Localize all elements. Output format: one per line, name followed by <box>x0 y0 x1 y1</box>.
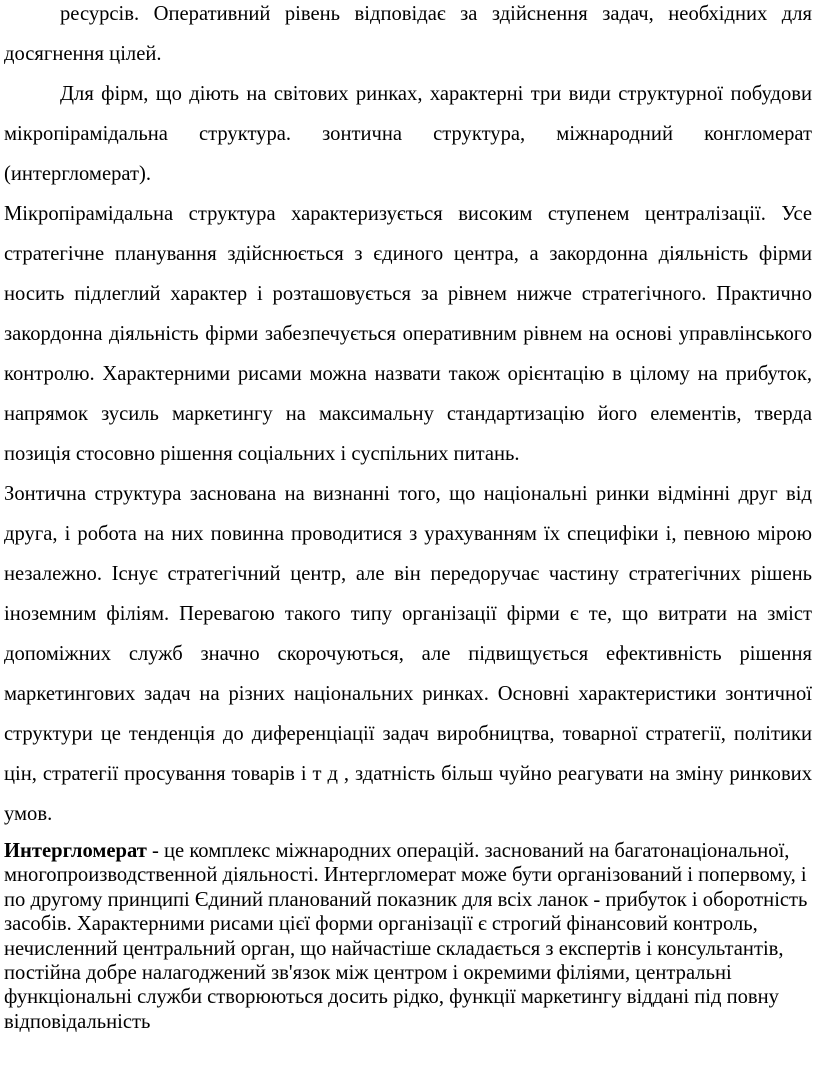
document-page <box>4 0 812 1034</box>
paragraph-5-text: - це комплекс міжнародних операцій. заснований на багатонаціональної, многопроизводственной діяльності. Интергломерат може бути організований і попервому, і по другому принципі Єдиний планований показник для всіх ланок - прибуток і оборотність засобів. Характерними рисами цієї форми організації є строгий фінансовий контроль, нечисленний центральний орган, що найчастіше складається з експертів і консультантів, постійна добре налагоджений зв'язок між центром і окремими філіями, центральні функціональні служби створюються досить рідко, функції маркетингу віддані під повну відповідальність <box>4 840 808 1033</box>
paragraph-1: ресурсів. Оперативний рівень відповідає за здійснення задач, необхідних для досягнення цілей. <box>4 3 812 65</box>
paragraph-3: Мікропірамідальна структура характеризується високим ступенем централізації. Усе стратегічне планування здійснюється з єдиного центра, а закордонна діяльність фірми носить підлеглий характер і розташовується за рівнем нижче стратегічного. Практично закордонна діяльність фірми забезпечується оперативним рівнем на основі управлінського контролю. Характерними рисами можна назвати також орієнтацію в цілому на прибуток, напрямок зусиль маркетингу на максимальну стандартизацію його елементів, тверда позиція стосовно рішення соціальних і суспільних питань. <box>4 203 812 465</box>
paragraph-2: Для фірм, що діють на світових ринках, характерні три види структурної побудови мікропірамідальна структура. зонтична структура, міжнародний конгломерат (интергломерат). <box>4 83 812 185</box>
term-intergglomerat: Интергломерат <box>4 840 147 862</box>
paragraph-4: Зонтична структура заснована на визнанні того, що національні ринки відмінні друг від друга, і робота на них повинна проводитися з урахуванням їх специфіки і, певною мірою незалежно. Існує стратегічний центр, але він передоручає частину стратегічних рішень іноземним філіям. Перевагою такого типу організації фірми є те, що витрати на зміст допоміжних служб значно скорочуються, але підвищується ефективність рішення маркетингових задач на різних національних ринках. Основні характеристики зонтичної структури це тенденція до диференціації задач виробництва, товарної стратегії, політики цін, стратегії просування товарів і т д , здатність більш чуйно реагувати на зміну ринкових умов. <box>4 483 812 825</box>
paragraph-5 <box>4 839 812 1034</box>
